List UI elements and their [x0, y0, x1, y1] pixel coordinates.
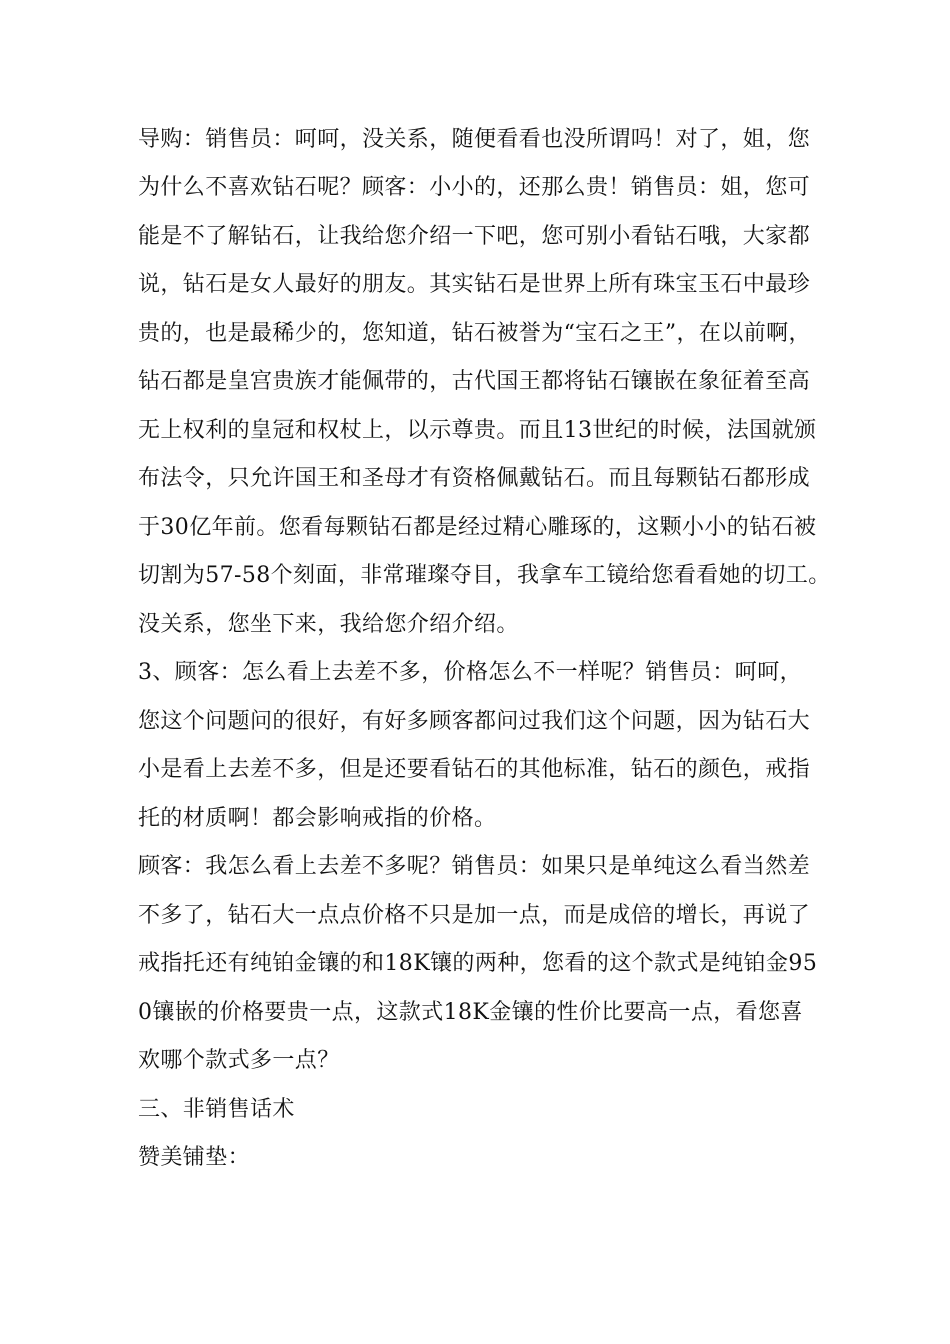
paragraph-line: 能是不了解钻石，让我给您介绍一下吧，您可别小看钻石哦，大家都 [138, 224, 811, 249]
paragraph-line: 小是看上去差不多，但是还要看钻石的其他标准，钻石的颜色，戒指 [138, 757, 811, 782]
paragraph-line: 没关系，您坐下来，我给您介绍介绍。 [138, 612, 519, 637]
paragraph-line: 布法令，只允许国王和圣母才有资格佩戴钻石。而且每颗钻石都形成 [138, 466, 811, 491]
paragraph-line: 为什么不喜欢钻石呢？顾客：小小的，还那么贵！销售员：姐，您可 [138, 175, 811, 200]
section-heading: 三、非销售话术 [138, 1097, 295, 1122]
paragraph-line: 无上权利的皇冠和权杖上，以示尊贵。而且13世纪的时候，法国就颁 [138, 418, 817, 443]
paragraph-line: 贵的，也是最稀少的，您知道，钻石被誉为“宝石之王”，在以前啊， [138, 321, 811, 346]
paragraph-line: 切割为57-58个刻面，非常璀璨夺目，我拿车工镜给您看看她的切工。 [138, 563, 831, 588]
paragraph-line: 0镶嵌的价格要贵一点，这款式18K金镶的性价比要高一点，看您喜 [138, 1000, 803, 1025]
paragraph-line: 导购：销售员：呵呵，没关系，随便看看也没所谓吗！对了，姐，您 [138, 127, 811, 152]
paragraph-line: 您这个问题问的很好，有好多顾客都问过我们这个问题，因为钻石大 [138, 709, 811, 734]
paragraph-line: 钻石都是皇宫贵族才能佩带的，古代国王都将钻石镶嵌在象征着至高 [138, 369, 811, 394]
paragraph-line: 于30亿年前。您看每颗钻石都是经过精心雕琢的，这颗小小的钻石被 [138, 515, 817, 540]
subheading: 赞美铺垫： [138, 1145, 251, 1170]
paragraph-line: 顾客：我怎么看上去差不多呢？销售员：如果只是单纯这么看当然差 [138, 854, 811, 879]
paragraph-line: 3、顾客：怎么看上去差不多，价格怎么不一样呢？销售员：呵呵， [138, 660, 802, 685]
paragraph-line: 托的材质啊！都会影响戒指的价格。 [138, 806, 497, 831]
paragraph-line: 不多了，钻石大一点点价格不只是加一点，而是成倍的增长，再说了 [138, 903, 811, 928]
paragraph-line: 说，钻石是女人最好的朋友。其实钻石是世界上所有珠宝玉石中最珍 [138, 272, 811, 297]
paragraph-line: 戒指托还有纯铂金镶的和18K镶的两种，您看的这个款式是纯铂金95 [138, 951, 818, 976]
paragraph-line: 欢哪个款式多一点？ [138, 1048, 340, 1073]
